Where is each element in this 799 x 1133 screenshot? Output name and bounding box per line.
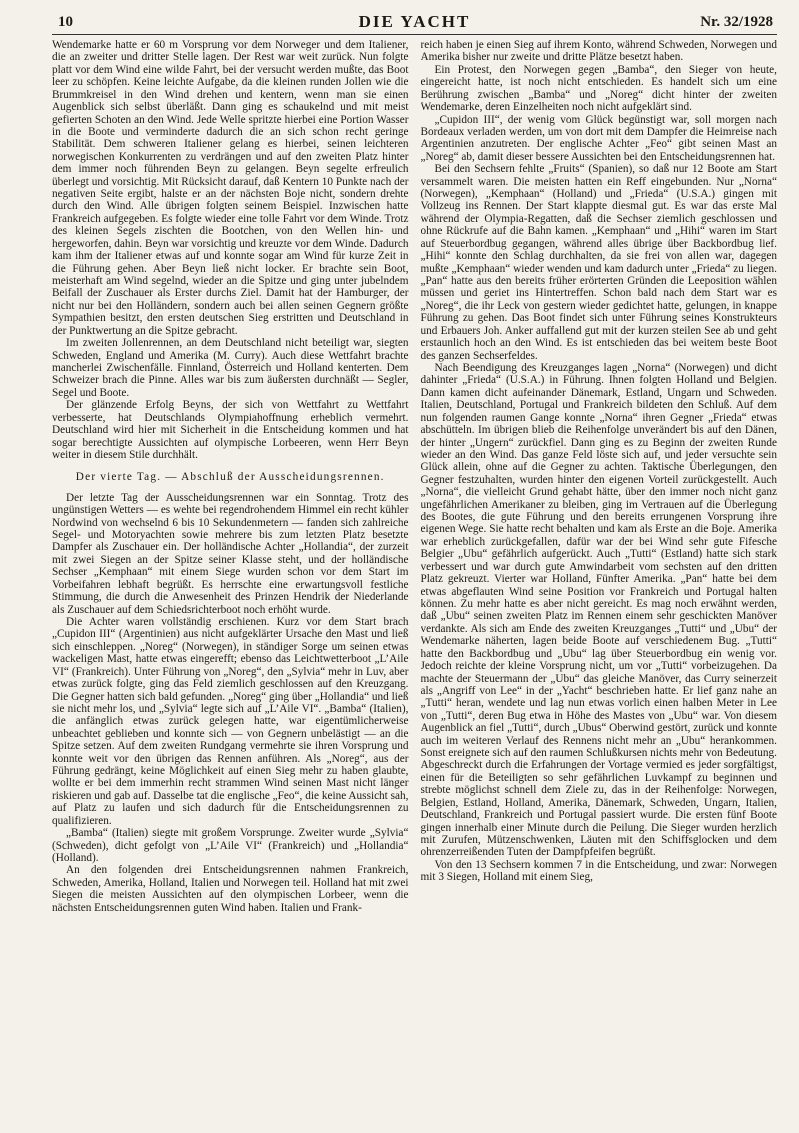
paragraph: Ein Protest, den Norwegen gegen „Bamba“, den Sieger von heute, eingereicht hatte, ist noch nicht entschieden. Es handelt sich um eine Berührung zwischen „Bamba“ und „Noreg“ dicht hinter der zweiten Wendemarke, deren Einzelheiten noch nicht aufgeklärt sind. — [420, 63, 777, 114]
issue-number: Nr. 32/1928 — [700, 14, 773, 30]
paragraph: Von den 13 Sechsern kommen 7 in die Entscheidung, und zwar: Norwegen mit 3 Siegen, Holland mit einem Sieg, — [420, 858, 777, 884]
left-column — [52, 39, 409, 1114]
paragraph: „Bamba“ (Italien) siegte mit großem Vorsprunge. Zweiter wurde „Sylvia“ (Schweden), dicht gefolgt von „L’Aile VI“ (Frankreich) und „Hollandia“ (Holland). — [52, 827, 409, 864]
paragraph: reich haben je einen Sieg auf ihrem Konto, während Schweden, Norwegen und Amerika bisher nur zweite und dritte Plätze besetzt haben. — [420, 39, 777, 64]
journal-title: DIE YACHT — [358, 12, 471, 31]
paragraph: „Cupidon III“, der wenig vom Glück begünstigt war, soll morgen nach Bordeaux verladen werden, um von dort mit dem Dampfer die Heimreise nach Argentinien anzutreten. Der englische Achter „Feo“ gibt seinen Mast an „Noreg“ ab, damit dieser bessere Aussichten bei den Entscheidungsrennen hat. — [420, 113, 777, 163]
paragraph: Die Achter waren vollständig erschienen. Kurz vor dem Start brach „Cupidon III“ (Argentinien) aus nicht aufgeklärter Ursache den Mast und ließ sich einschleppen. „Noreg“ (Norwegen), in ständiger Sorge um seinen etwas wackeligen Mast, hatte etwas eingerefft; ebenso das Leichtwetterboot „L’Aile VI“ (Frankreich). Unter Führung von „Noreg“, den „Sylvia“ mehr in Luv, aber etwas zurück folgte, ging das Feld ziemlich geschlossen auf den Kreuzgang. Die Gegner hatten sich bald gefunden. „Noreg“ ging über „Hollandia“ und ließ sie nicht mehr los, und „Sylvia“ legte sich auf „L’Aile VI“. „Bamba“ (Italien), die anfänglich etwas zurück gelegen hatte, war eigentümlicherweise unbeachtet geblieben und konnte sich — von Gegnern unbelästigt — an die Spitze setzen. Auf dem zweiten Rundgang vermehrte sie ihren Vorsprung und konnte weit vor den übrigen das Rennen anführen. Als „Noreg“, aus der Führung gedrängt, keine Möglichkeit auf einen Sieg mehr zu haben glaubte, wollte er bei dem immerhin recht strammen Wind seinen Mast nicht länger riskieren und gab auf. Dasselbe tat die englische „Feo“, die keine Aussicht sah, auf Platz zu laufen und sich dadurch für die Entscheidungsrennen zu qualifizieren. — [52, 615, 409, 827]
page-header — [52, 12, 777, 35]
paragraph: Der glänzende Erfolg Beyns, der sich von Wettfahrt zu Wettfahrt verbesserte, hat Deutschlands Olympiahoffnung erheblich vermehrt. Deutschland wird hier mit Sicherheit in die Entscheidung kommen und hat sogar berechtigte Aussichten auf olympische Lorbeeren, wenn Herr Beyn weiter in diesem Stile durchhält. — [52, 399, 409, 461]
right-column — [421, 39, 778, 1114]
paragraph: Bei den Sechsern fehlte „Fruits“ (Spanien), so daß nur 12 Boote am Start versammelt waren. Die meisten hatten ein Reff eingebunden. Nur „Norna“ (Norwegen), „Kemphaan“ (Holland) und „Frieda“ (U.S.A.) gingen mit Vollzeug ins Rennen. Der Start klappte diesmal gut. Es war das erste Mal während der Olympia-Regatten, daß die Sechser ziemlich geschlossen und ohne Rückrufe auf die Bahn kamen. „Kemphaan“ und „Hihi“ waren im Start auf Steuerbordbug gegangen, während alles übrige über Backbordbug lief. „Hihi“ konnte den Schlag durchhalten, da sie frei von allen war, dagegen mußte „Kemphaan“ wieder wenden und kam dadurch unter „Frieda“ zu liegen. „Pan“ hatte aus den bereits früher erörterten Gründen die Leeposition wählen müssen und geriet ins Hintertreffen. Schon bald nach dem Start war es „Noreg“, die ihr Leck von gestern wieder gedichtet hatte, gelungen, in knappe Führung zu gehen. Das Boot findet sich unter Führung seines Konstrukteurs und Erbauers Joh. Anker auffallend gut mit der kurzen steilen See ab und geht erstaunlich hoch an den Wind. Es ist entschieden das bei weitem beste Boot des ganzen Sechserfeldes. — [420, 163, 777, 362]
section-heading: Der vierte Tag. — Abschluß der Ausscheidungsrennen. — [75, 471, 385, 484]
paragraph: Nach Beendigung des Kreuzganges lagen „Norna“ (Norwegen) und dicht dahinter „Frieda“ (U.S.A.) in Führung. Ihnen folgten Holland und Belgien. Dann kamen dicht aufeinander Dänemark, Estland, Ungarn und Schweden. Italien, Deutschland, Portugal und Frankreich bildeten den Schluß. Auf dem nun folgenden raumen Gange konnte „Norna“ ihren Gegner „Frieda“ etwas abschütteln. Im übrigen blieb die Reihenfolge unverändert bis auf den Dänen, der hinter „Ungern“ zurückfiel. Dann ging es zu Beginn der zweiten Runde wieder an den Wind. Das ganze Feld löste sich auf, und jeder versuchte sein Glück allein, ohne auf die Gegner zu achten. Taktische Überlegungen, den Gegner festzuhalten, wurden hinter den eigenen Vorteil zurückgestellt. Auch „Norna“, die vielleicht Grund gehabt hätte, über den immer noch nicht ganz ungefährlichen Amerikaner zu bleiben, ging im Vertrauen auf die Überlegung des Bootes, die gute Führung und den bereits errungenen Vorsprung ihre eigenen Wege. Sie hatte recht behalten und kam als Erste an die Boje. Amerika war erheblich zurückgefallen, dafür war der bei Wind sehr gute Fifesche Belgier „Ubu“ gefährlich aufgerückt. Auch „Tutti“ (Estland) hatte sich stark verbessert und war durch gute Amwindarbeit vom sechsten auf den dritten Platz gekreuzt. Vierter war Holland, Fünfter Amerika. „Pan“ hatte bei dem etwas abgeflauten Wind seine Position vor Frankreich und Portugal halten können. Zu mehr hatte es aber nicht gereicht. Es mag noch erwähnt werden, daß „Ubu“ seinen zweiten Platz im Rennen einem sehr geschickten Manöver verdankte. Als sich am Ende des zweiten Kreuzganges „Tutti“ und „Ubu“ der Wendemarke näherten, lagen beide Boote auf verschiedenem Bug. „Tutti“ hatte den Backbordbug und „Ubu“ lag über Steuerbordbug ein wenig vor. Jedoch reichte der kleine Vorsprung nicht, um vor „Tutti“ vorbeizugehen. Da machte der Steuermann der „Ubu“ das gleiche Manöver, das Curry seinerzeit als „Angriff von Lee“ in der „Yacht“ beschrieben hatte. Er lief ganz nahe an „Tutti“ heran, wendete und lag nun etwas vorlich einen halben Meter in Lee von „Tutti“, deren Bug etwa in Höhe des Mastes von „Ubu“ war. Von diesem Augenblick an fiel „Tutti“, durch „Ubus“ Oberwind gestört, zurück und konnte auch im weiteren Verlauf des Rennens nicht mehr an „Ubu“ herankommen. Sonst ereignete sich auf den raumen Schlußkursen nichts mehr von Bedeutung. Abgeschreckt durch die Erfahrungen der Vortage vermied es jeder sorgfältigst, einen für die Beteiligten so sehr gefährlichen Luvkampf zu beginnen und strebte möglichst schnell dem Ziele zu, das in der Reihenfolge: Norwegen, Belgien, Estland, Holland, Amerika, Dänemark, Schweden, Ungarn, Italien, Deutschland, Frankreich und Portugal passiert wurde. Die ersten fünf Boote gingen innerhalb einer Minute durch die Peilung. Die Sieger wurden herzlich mit Zurufen, Mützenschwenken, Läuten mit den Schiffsglocken und dem ohrenzerreißenden Tuten der Dampfpfeifen begrüßt. — [420, 361, 777, 859]
article-columns — [52, 39, 777, 1114]
paragraph: Der letzte Tag der Ausscheidungsrennen war ein Sonntag. Trotz des ungünstigen Wetters — es wehte bei regendrohendem Himmel ein recht kühler Nordwind von wechselnd 6 bis 10 Sekundenmetern — fanden sich zahlreiche Segel- und Motoryachten sowie mehrere bis zum letzten Platz besetzte Dampfer als Zuschauer ein. Der holländische Achter „Hollandia“, der zurzeit mit zwei Siegen an der Spitze seiner Klasse steht, und der holländische Sechser „Kemphaan“ mit einem Siege wurden schon vor dem Start im Vorbeifahren lebhaft begrüßt. Es herrschte eine erwartungsvoll festliche Stimmung, die durch die Anwesenheit des Prinzen Hendrik der Niederlande als Zuschauer auf dem Schiedsrichterboot noch erhöht wurde. — [52, 491, 409, 616]
page-number: 10 — [58, 14, 73, 30]
paragraph: Im zweiten Jollenrennen, an dem Deutschland nicht beteiligt war, siegten Schweden, England und Amerika (M. Curry). Auch diese Wettfahrt brachte mancherlei Zwischenfälle. Finnland, Österreich und Holland kenterten. Dem Schweizer brach die Pinne. Alles war bis zum äußersten durchnäßt — Segler, Segel und Boote. — [52, 337, 409, 399]
paragraph: An den folgenden drei Entscheidungsrennen nahmen Frankreich, Schweden, Amerika, Holland, Italien und Norwegen teil. Holland hat mit zwei Siegen die meisten Aussichten auf den olympischen Lorbeer, wenn die nächsten Entscheidungsrennen guten Wind haben. Italien und Frank- — [52, 864, 409, 914]
paragraph: Wendemarke hatte er 60 m Vorsprung vor dem Norweger und dem Italiener, die an zweiter und dritter Stelle lagen. Der Rest war weit zurück. Nun folgte platt vor dem Wind eine wilde Fahrt, bei der versucht werden mußte, das Boot leer zu schöpfen. Keine leichte Aufgabe, da die kleinen runden Jollen wie die Brummkreisel in den Wind drehen und kentern, wenn man sie einen Augenblick sich selbst überläßt. Dann ging es schaukelnd und mit meist gefierten Schoten an den Wind. Jede Welle spritzte hierbei eine Portion Wasser in die Boote und verminderte dadurch die an sich schon recht geringe Stabilität. Dem schweren Italiener gelang es hierbei, seinen leichteren norwegischen Konkurrenten zu verdrängen und auf den zweiten Platz hinter dem immer noch führenden Beyn zu gelangen. Beyn segelte erfreulich überlegt und vorsichtig. Mit Rücksicht darauf, daß Kentern 10 Punkte nach der negativen Seite ergibt, halste er an der nächsten Boje nicht, sondern drehte durch den Wind. Alle übrigen folgten seinem Beispiel. Inzwischen hatte Frankreich aufgegeben. Es folgte wieder eine tolle Fahrt vor dem Winde. Trotz des kleinen Segels zischten die Bootchen, von den Wellen hin- und hergeworfen, dahin. Beyn war vorsichtig und kreuzte vor dem Winde. Dadurch kam ihm der Italiener etwas auf und konnte sogar am Wind für kurze Zeit in die Führung gehen. Aber Beyn ließ nicht locker. Er brachte sein Boot, meisterhaft am Wind segelnd, wieder an die Spitze und ging unter jubelndem Beifall der Zuschauer als Erster durchs Ziel. Damit hat der Hamburger, der nicht nur bei den Holländern, sondern auch bei allen seinen Gegnern größte Sympathien besitzt, den ersten deutschen Sieg erstritten und Deutschland in der Punktwertung an die Spitze gebracht. — [52, 39, 409, 337]
